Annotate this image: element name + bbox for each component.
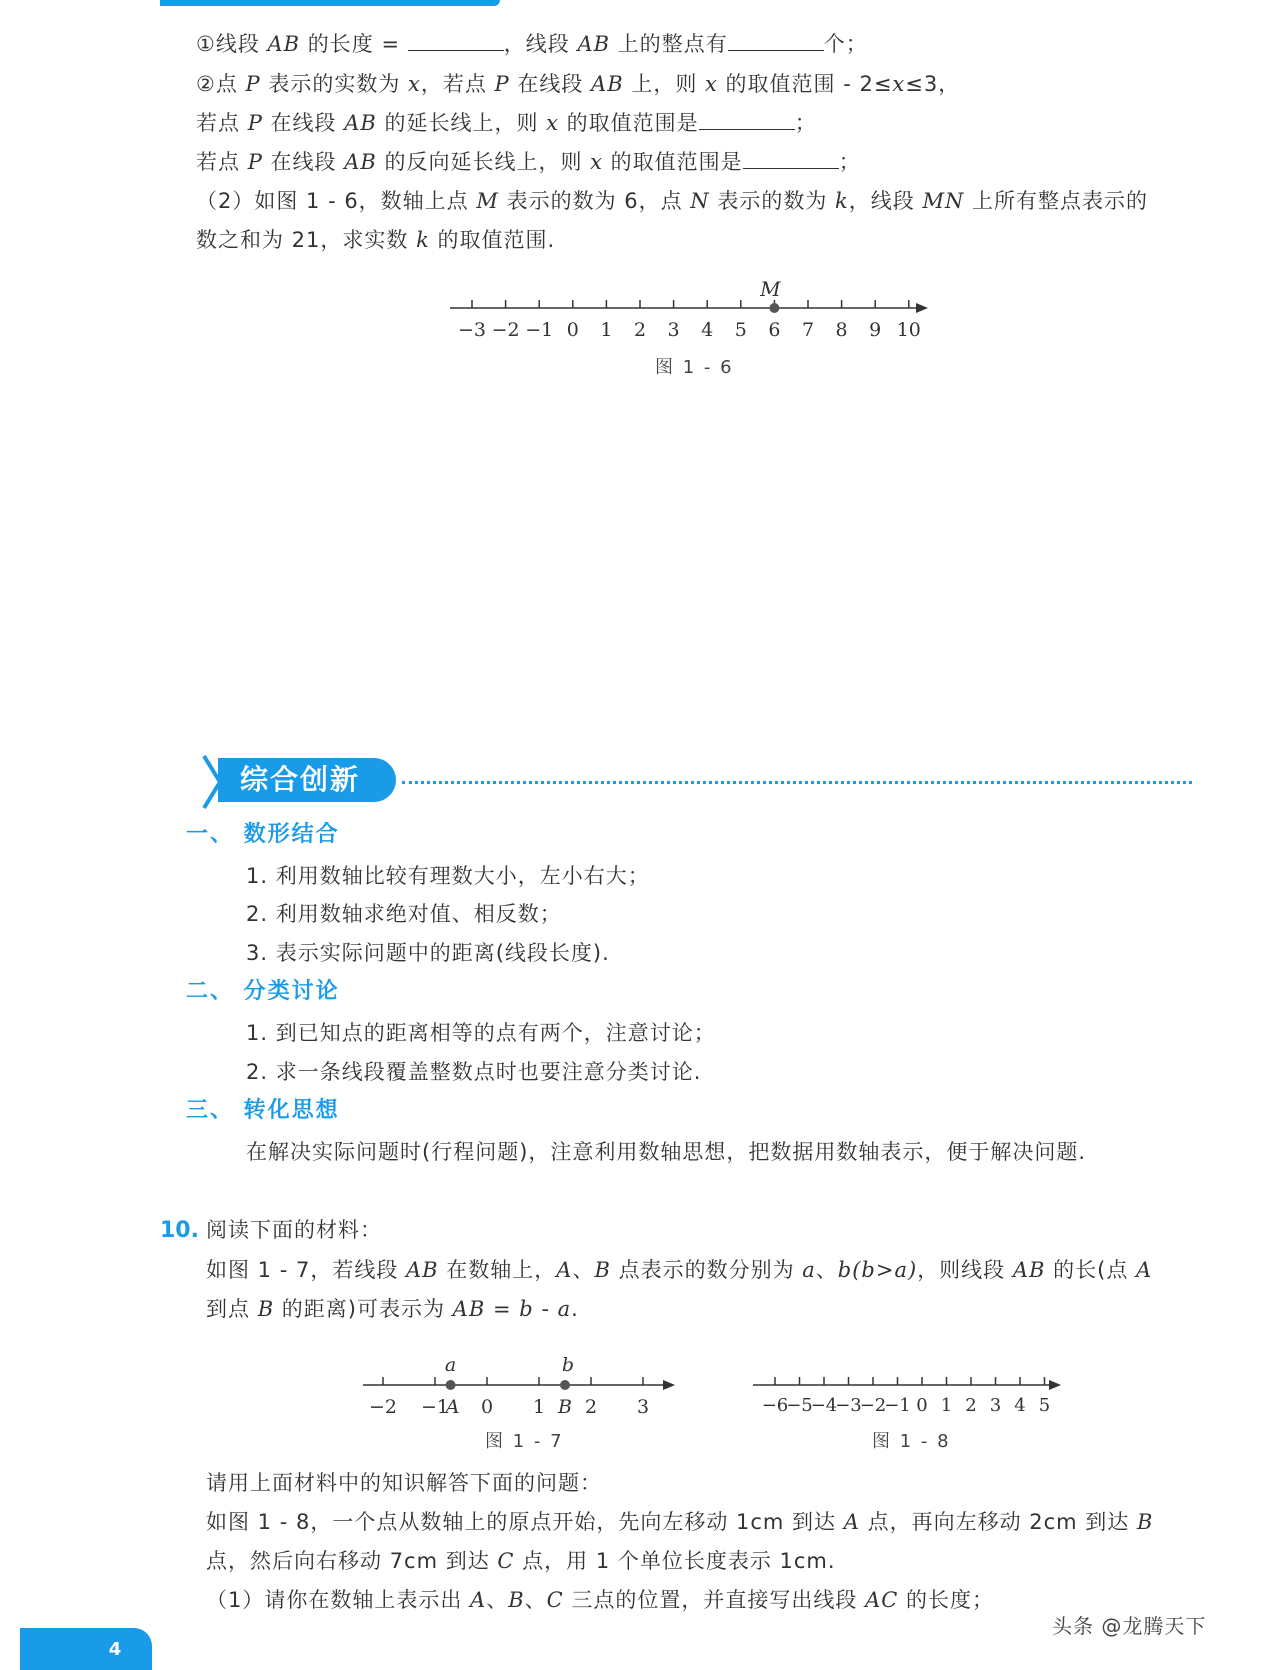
point-a-label: a bbox=[444, 1354, 457, 1376]
figure-1-7-number-line bbox=[355, 1345, 685, 1425]
list-item: 2. 利用数轴求绝对值、相反数； bbox=[246, 902, 562, 926]
tick-label: 9 bbox=[869, 319, 882, 340]
heading-fenlei: 二、 分类讨论 bbox=[186, 979, 340, 1004]
tick-label: 10 bbox=[896, 319, 921, 340]
list-item: 1. 利用数轴比较有理数大小，左小右大； bbox=[246, 864, 650, 888]
question-line-1: ①线段 AB 的长度 = ，线段 AB 上的整点有 个； bbox=[196, 32, 868, 56]
question-line-6: 数之和为 21，求实数 k 的取值范围. bbox=[196, 228, 556, 252]
tick-label: −2 bbox=[368, 1396, 398, 1418]
tick-label: −4 bbox=[810, 1395, 838, 1416]
tick-label: −1 bbox=[420, 1396, 450, 1418]
paragraph: 请用上面材料中的知识解答下面的问题： bbox=[206, 1471, 602, 1495]
paragraph: 到点 B 的距离)可表示为 AB = b - a. bbox=[206, 1297, 579, 1321]
tick-label: 2 bbox=[633, 319, 647, 340]
point-M bbox=[769, 303, 779, 313]
section-banner-title: 综合创新 bbox=[240, 763, 361, 796]
answer-blank[interactable] bbox=[728, 32, 824, 51]
question-title: 阅读下面的材料： bbox=[206, 1218, 382, 1242]
tick-label: 2 bbox=[584, 1396, 598, 1418]
tick-label: 6 bbox=[768, 319, 781, 340]
figure-1-6-number-line bbox=[440, 270, 940, 340]
axis-arrow bbox=[916, 303, 928, 313]
point-a bbox=[446, 1380, 456, 1390]
tick-label: 1 bbox=[532, 1396, 546, 1418]
heading-zhuanhua: 三、 转化思想 bbox=[186, 1098, 340, 1123]
list-item: 3. 表示实际问题中的距离(线段长度). bbox=[246, 941, 610, 965]
heading-shuxing: 一、 数形结合 bbox=[186, 822, 340, 847]
tick-label: −3 bbox=[835, 1395, 862, 1416]
answer-blank[interactable] bbox=[743, 150, 839, 169]
tick-label: 0 bbox=[566, 319, 579, 340]
question-line-5: （2）如图 1 - 6，数轴上点 M 表示的数为 6，点 N 表示的数为 k，线段 MN 上所有整点表示的 bbox=[196, 189, 1149, 213]
answer-blank[interactable] bbox=[699, 111, 795, 130]
paragraph: 如图 1 - 8，一个点从数轴上的原点开始，先向左移动 1cm 到达 A 点，再向左移动 2cm 到达 B bbox=[206, 1510, 1154, 1534]
point-B-label: B bbox=[558, 1396, 572, 1418]
axis-arrow bbox=[663, 1380, 675, 1390]
top-section-tab bbox=[160, 0, 500, 6]
page-number: 4 bbox=[108, 1639, 122, 1660]
tick-label: 0 bbox=[916, 1395, 928, 1416]
figure-1-8-number-line bbox=[745, 1355, 1075, 1425]
tick-label: −1 bbox=[525, 319, 554, 340]
tick-label: 3 bbox=[667, 319, 680, 340]
tick-label: 4 bbox=[701, 319, 714, 340]
point-A-label: A bbox=[445, 1396, 460, 1418]
watermark: 头条 @龙腾天下 bbox=[1052, 1614, 1207, 1638]
tick-label: 0 bbox=[480, 1396, 494, 1418]
point-b bbox=[560, 1380, 570, 1390]
tick-label: 4 bbox=[1014, 1395, 1026, 1416]
figure-1-7-caption: 图 1 - 7 bbox=[485, 1431, 564, 1452]
tick-label: 5 bbox=[734, 319, 747, 340]
question-line-4: 若点 P 在线段 AB 的反向延长线上，则 x 的取值范围是 ； bbox=[196, 150, 861, 174]
section-banner bbox=[200, 752, 400, 804]
tick-label: 3 bbox=[989, 1395, 1002, 1416]
tick-label: 2 bbox=[965, 1395, 977, 1416]
paragraph: 点，然后向右移动 7cm 到达 C 点，用 1 个单位长度表示 1cm. bbox=[206, 1549, 836, 1573]
dotted-divider bbox=[402, 781, 1192, 784]
page-number-tab bbox=[20, 1628, 152, 1670]
question-number: 10. bbox=[160, 1218, 199, 1243]
tick-label: 1 bbox=[940, 1395, 953, 1416]
question-line-3: 若点 P 在线段 AB 的延长线上，则 x 的取值范围是 ； bbox=[196, 111, 817, 135]
answer-blank[interactable] bbox=[408, 32, 504, 51]
paragraph: 如图 1 - 7，若线段 AB 在数轴上，A、B 点表示的数分别为 a、b(b>a)，则线段 AB 的长(点 A bbox=[206, 1258, 1153, 1282]
figure-1-8-caption: 图 1 - 8 bbox=[872, 1431, 951, 1452]
tick-label: 7 bbox=[801, 319, 815, 340]
tick-label: 5 bbox=[1038, 1395, 1051, 1416]
figure-1-6-caption: 图 1 - 6 bbox=[655, 357, 734, 378]
tick-label: −2 bbox=[859, 1395, 887, 1416]
paragraph: （1）请你在数轴上表示出 A、B、C 三点的位置，并直接写出线段 AC 的长度； bbox=[206, 1588, 995, 1612]
list-item: 1. 到已知点的距离相等的点有两个，注意讨论； bbox=[246, 1021, 716, 1045]
paragraph: 在解决实际问题时(行程问题)，注意利用数轴思想，把数据用数轴表示，便于解决问题. bbox=[246, 1140, 1087, 1164]
tick-label: 1 bbox=[600, 319, 613, 340]
question-line-2: ②点 P 表示的实数为 x，若点 P 在线段 AB 上，则 x 的取值范围 - 2≤x≤3， bbox=[196, 72, 961, 96]
tick-label: −1 bbox=[884, 1395, 911, 1416]
tick-label: −6 bbox=[761, 1395, 789, 1416]
tick-label: −3 bbox=[457, 319, 487, 340]
tick-label: 3 bbox=[636, 1396, 650, 1418]
axis-arrow bbox=[1049, 1380, 1061, 1390]
point-b-label: b bbox=[561, 1354, 575, 1376]
list-item: 2. 求一条线段覆盖整数点时也要注意分类讨论. bbox=[246, 1060, 702, 1084]
point-M-label: M bbox=[760, 277, 781, 301]
tick-label: 8 bbox=[835, 319, 848, 340]
tick-label: −2 bbox=[491, 319, 520, 340]
tick-label: −5 bbox=[786, 1395, 813, 1416]
